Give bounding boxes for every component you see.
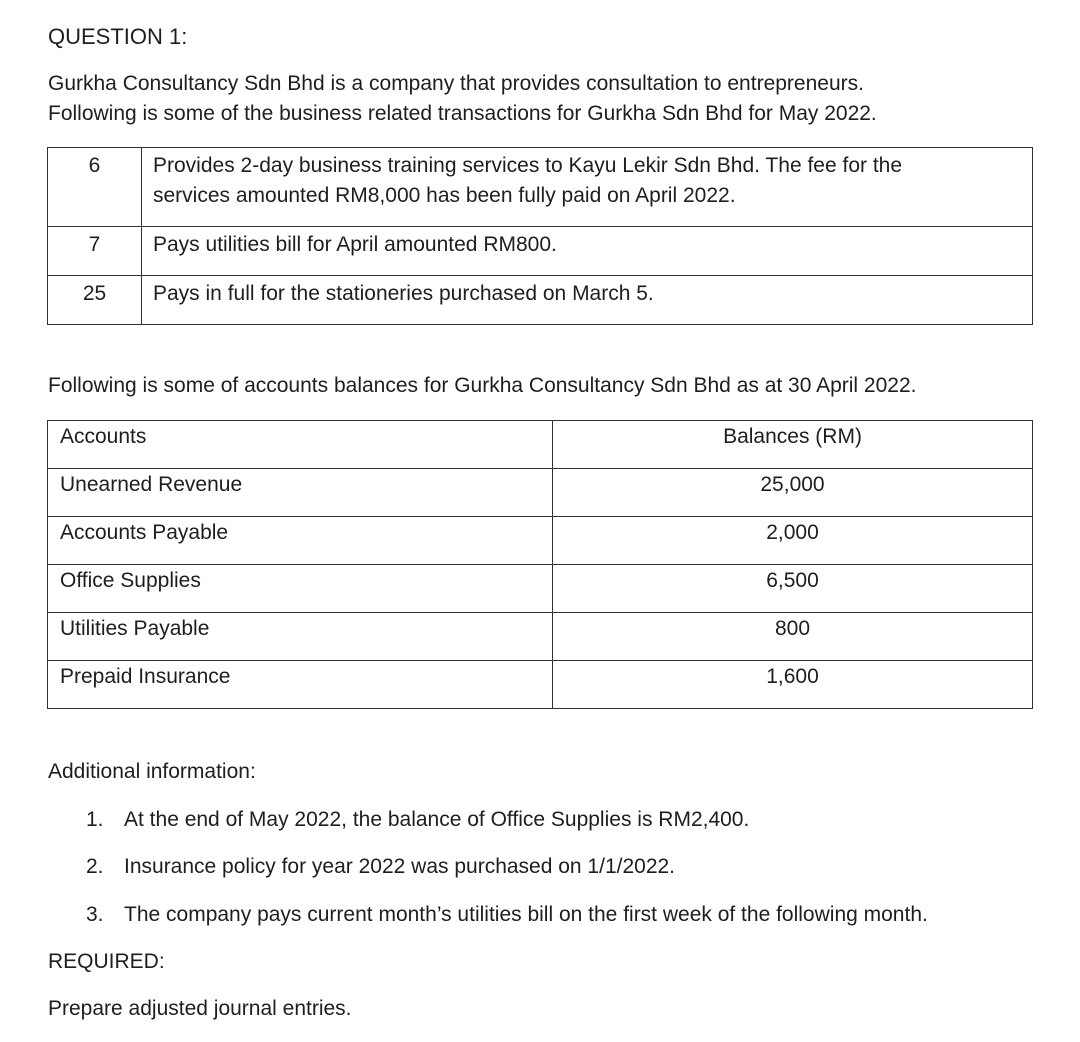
intro-line-1: Gurkha Consultancy Sdn Bhd is a company that provides consultation to entrepreneurs. — [48, 72, 864, 95]
transaction-description: Pays in full for the stationeries purchased on March 5. — [142, 276, 1033, 325]
account-balance: 2,000 — [553, 517, 1033, 565]
table-row — [48, 148, 1033, 227]
transaction-description — [142, 148, 1033, 227]
transaction-day: 7 — [48, 227, 142, 276]
list-text: Insurance policy for year 2022 was purchased on 1/1/2022. — [124, 855, 676, 878]
transaction-day: 25 — [48, 276, 142, 325]
list-number: 3. — [86, 903, 104, 926]
account-balance: 25,000 — [553, 469, 1033, 517]
account-name: Unearned Revenue — [48, 469, 553, 517]
list-number: 1. — [86, 808, 104, 831]
account-balance: 1,600 — [553, 661, 1033, 709]
account-name: Prepaid Insurance — [48, 661, 553, 709]
list-item — [86, 903, 928, 927]
list-text: The company pays current month’s utilities bill on the first week of the following month. — [124, 903, 928, 926]
table-row — [48, 276, 1033, 325]
transaction-description: Pays utilities bill for April amounted RM800. — [142, 227, 1033, 276]
transactions-table — [47, 147, 1033, 325]
list-number: 2. — [86, 855, 104, 878]
transaction-line: services amounted RM8,000 has been fully paid on April 2022. — [153, 184, 736, 207]
question-title: QUESTION 1: — [48, 24, 188, 49]
additional-info-heading: Additional information: — [48, 760, 256, 783]
balances-intro: Following is some of accounts balances for Gurkha Consultancy Sdn Bhd as at 30 April 2022. — [48, 374, 917, 397]
account-balance: 800 — [553, 613, 1033, 661]
header-accounts: Accounts — [48, 421, 553, 469]
table-row — [48, 661, 1033, 709]
transaction-day: 6 — [48, 148, 142, 227]
account-name: Accounts Payable — [48, 517, 553, 565]
table-row — [48, 469, 1033, 517]
account-balance: 6,500 — [553, 565, 1033, 613]
list-item — [86, 855, 675, 879]
account-name: Office Supplies — [48, 565, 553, 613]
intro-line-2: Following is some of the business related transactions for Gurkha Sdn Bhd for May 2022. — [48, 102, 877, 125]
table-header-row — [48, 421, 1033, 469]
account-name: Utilities Payable — [48, 613, 553, 661]
list-text: At the end of May 2022, the balance of Office Supplies is RM2,400. — [124, 808, 750, 831]
table-row — [48, 565, 1033, 613]
instruction-text: Prepare adjusted journal entries. — [48, 997, 352, 1020]
transaction-line: Provides 2-day business training services to Kayu Lekir Sdn Bhd. The fee for the — [153, 154, 903, 177]
balances-table — [47, 420, 1033, 709]
header-balances: Balances (RM) — [553, 421, 1033, 469]
list-item — [86, 808, 749, 832]
table-row — [48, 517, 1033, 565]
table-row — [48, 227, 1033, 276]
required-heading: REQUIRED: — [48, 950, 165, 973]
table-row — [48, 613, 1033, 661]
